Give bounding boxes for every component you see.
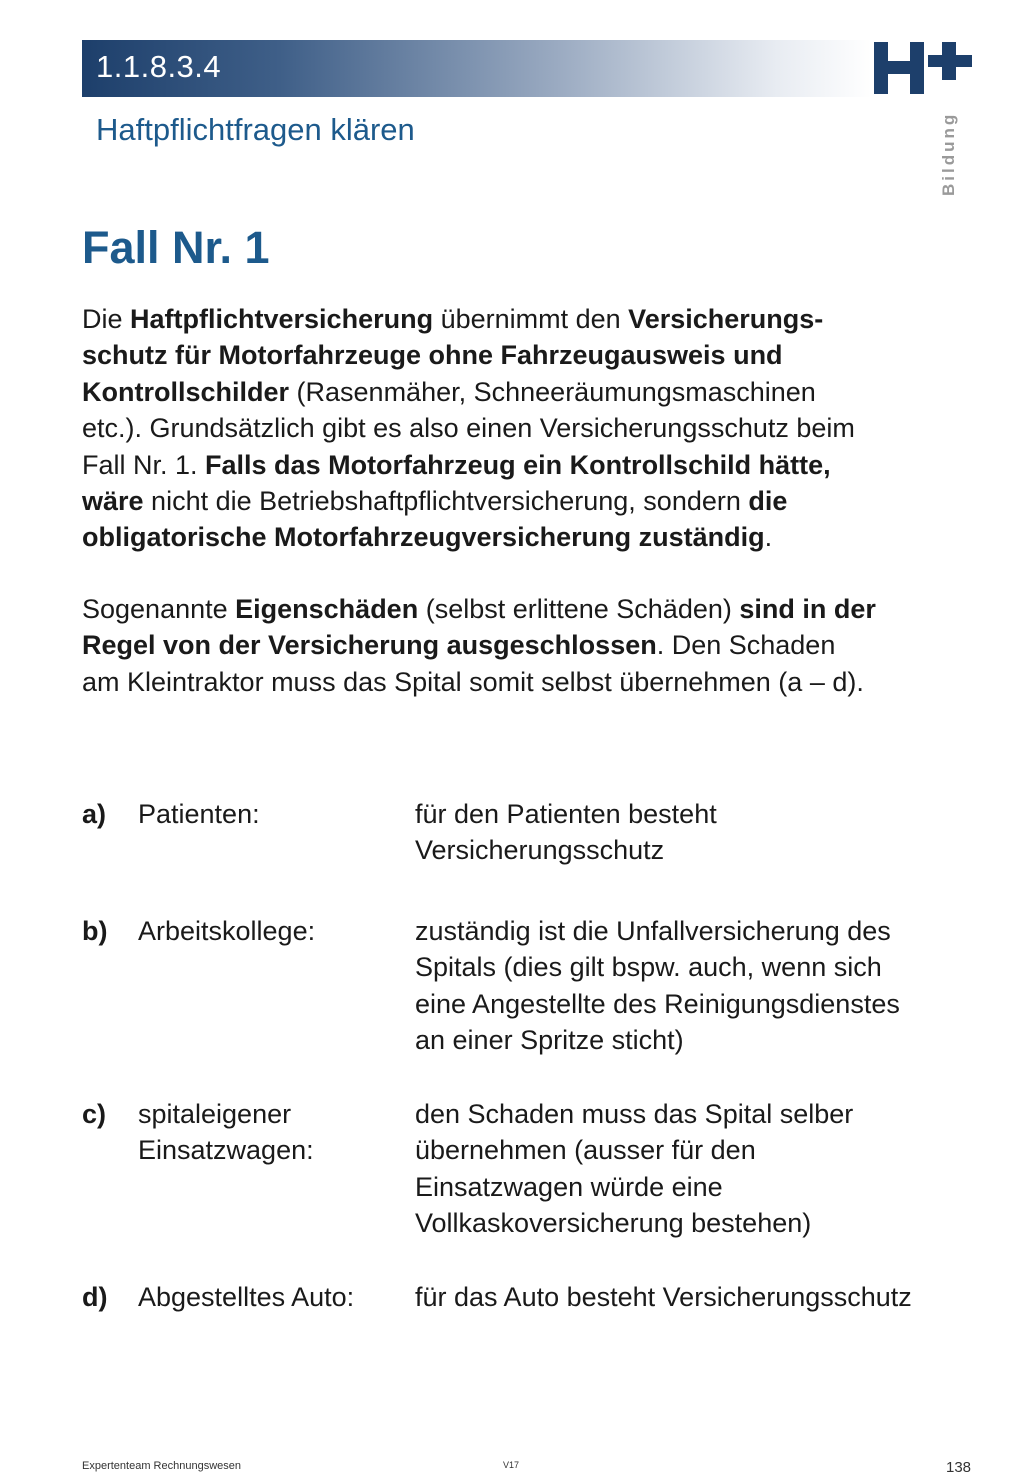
paragraph2-run: . Den Schaden am Kleintraktor muss das Spital somit selbst übernehmen (a – d). — [82, 630, 864, 697]
case-description-line: für das Auto besteht Versicherungsschutz — [415, 1282, 912, 1312]
case-subject-line: Abgestelltes Auto: — [138, 1282, 355, 1312]
case-description-line: an einer Spritze sticht) — [415, 1025, 684, 1056]
case-heading: Fall Nr. 1 — [82, 222, 270, 273]
paragraph1-run: die obligatorische Motorfahrzeugversicherung zuständig — [82, 486, 788, 553]
hplus-logo-mark — [874, 42, 972, 94]
case-description — [415, 913, 995, 1059]
paragraph1-run: Falls das Motorfahrzeug ein Kontrollschild hätte, wäre — [82, 449, 831, 517]
case-subject-line: Einsatzwagen: — [138, 1135, 314, 1166]
section-number-bar — [82, 40, 872, 97]
paragraph1-run: Haftpflichtversicherung — [130, 304, 434, 334]
paragraph2-run: sind in der Regel von der Versicherung ausgeschlossen — [82, 594, 876, 661]
case-subject-line: Arbeitskollege: — [138, 916, 316, 946]
case-subject — [138, 913, 315, 949]
paragraph1-run: nicht die Betriebshaftpflichtversicherung, sondern — [143, 486, 749, 517]
case-description-line: übernehmen (ausser für den — [415, 1135, 756, 1166]
paragraph-liability-coverage — [82, 301, 982, 556]
logo-text: Bildung — [939, 111, 958, 196]
page-subtitle: Haftpflichtfragen klären — [96, 112, 415, 147]
paragraph1-run: . — [764, 522, 773, 553]
case-description-line: zuständig ist die Unfallversicherung des — [415, 916, 891, 946]
paragraph1-run: (Rasenmäher, Schneeräumungsmaschinen etc.). Grundsätzlich gibt es also einen Versicherungsschutz beim Fall Nr. 1. — [82, 376, 855, 480]
case-subject-line: Patienten: — [138, 799, 260, 829]
case-letter: b) — [82, 916, 108, 946]
case-description-line: Einsatzwagen würde eine — [415, 1171, 723, 1202]
footer-version: V17 — [503, 1460, 520, 1470]
hplus-bildung-logo — [872, 40, 976, 200]
page-number: 138 — [946, 1459, 972, 1476]
case-description-line: Versicherungsschutz — [415, 835, 665, 866]
case-subject — [138, 1096, 314, 1169]
case-letter: c) — [82, 1099, 107, 1129]
section-number: 1.1.8.3.4 — [96, 49, 222, 84]
case-description-line: für den Patienten besteht — [415, 799, 717, 829]
paragraph2-run: Sogenannte — [82, 594, 236, 624]
case-subject — [138, 796, 260, 832]
case-description-line: Spitals (dies gilt bspw. auch, wenn sich — [415, 952, 882, 983]
case-subject — [138, 1279, 354, 1315]
paragraph2-run: (selbst erlittene Schäden) — [418, 594, 740, 624]
case-description-line: eine Angestellte des Reinigungsdienstes — [415, 988, 900, 1019]
case-letter: a) — [82, 799, 107, 829]
footer-team: Expertenteam Rechnungswesen — [82, 1460, 241, 1472]
paragraph1-run: Die — [82, 304, 131, 334]
case-subject-line: spitaleigener — [138, 1099, 292, 1129]
case-description — [415, 1096, 995, 1242]
paragraph1-run: übernimmt den — [433, 304, 629, 334]
case-description-line: den Schaden muss das Spital selber — [415, 1099, 854, 1129]
case-letter: d) — [82, 1282, 108, 1312]
case-description — [415, 796, 995, 869]
case-description-line: Vollkaskoversicherung bestehen) — [415, 1208, 812, 1239]
case-description — [415, 1279, 995, 1315]
paragraph1-run: Versicherungs- schutz für Motorfahrzeuge ohne Fahrzeugausweis und Kontrollschilder — [82, 304, 824, 407]
paragraph2-run: Eigenschäden — [235, 594, 419, 624]
paragraph-own-damage — [82, 591, 982, 700]
